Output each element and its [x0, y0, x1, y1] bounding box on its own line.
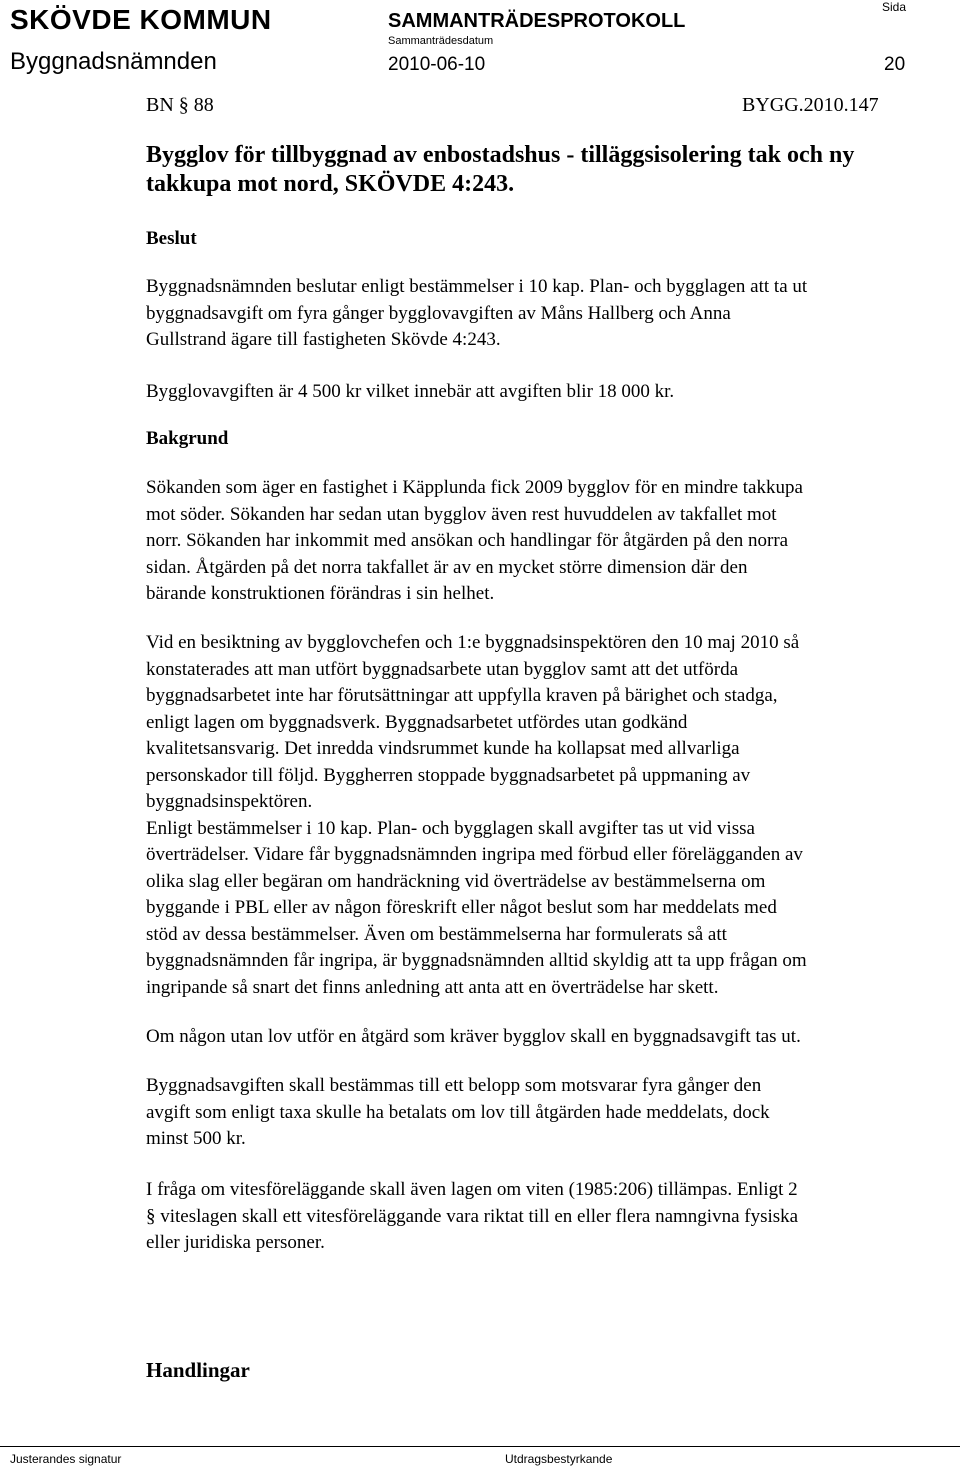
section-heading-handlingar: Handlingar [146, 1358, 250, 1382]
beslut-paragraph-2 [146, 379, 674, 406]
bakgrund-paragraph-5 [146, 1177, 798, 1257]
text-line: personskador till följd. Byggherren stoppade byggnadsarbetet på uppmaning av [146, 764, 751, 786]
text-line: Byggnadsnämnden beslutar enligt bestämmelser i 10 kap. Plan- och bygglagen att ta ut [146, 276, 808, 297]
case-title-line: takkupa mot nord, SKÖVDE 4:243. [146, 171, 515, 197]
text-line: överträdelser. Vidare får byggnadsnämnden ingripa med förbud eller förelägganden av [146, 844, 803, 865]
text-line: byggnadsarbetet inte har förutsättningar att uppfylla kraven på bärighet och stadga, [146, 685, 778, 706]
text-line: byggnadsinspektören. [146, 791, 313, 812]
page-number: 20 [884, 54, 906, 75]
text-line: Sökanden som äger en fastighet i Käpplunda fick 2009 bygglov för en mindre takkupa [146, 477, 803, 498]
text-line: byggnadsnämnden får ingripa, är byggnadsnämnden alltid skyldig att ta upp frågan om [146, 950, 807, 971]
extract-certification-label: Utdragsbestyrkande [505, 1452, 613, 1466]
text-line: Byggnadsavgiften skall bestämmas till ett belopp som motsvarar fyra gånger den [146, 1075, 762, 1096]
text-line: bärande konstruktionen förändras i sin helhet. [146, 583, 495, 604]
footer-divider [0, 1446, 960, 1447]
beslut-paragraph-1 [146, 274, 807, 354]
document-type: SAMMANTRÄDESPROTOKOLL [388, 10, 686, 32]
case-number: BN § 88 [146, 94, 214, 116]
text-line: Bygglovavgiften är 4 500 kr vilket innebär att avgiften blir 18 000 kr. [146, 381, 675, 402]
case-title-line: Bygglov för tillbyggnad av enbostadshus - tilläggsisolering tak och ny [146, 142, 855, 168]
meeting-date: 2010-06-10 [388, 54, 486, 75]
text-line: avgift som enligt taxa skulle ha betalats om lov till åtgärden hade meddelats, dock [146, 1101, 770, 1123]
case-reference: BYGG.2010.147 [742, 94, 879, 116]
section-heading-beslut: Beslut [146, 228, 197, 249]
text-line: norr. Sökanden har inkommit med ansökan och handlingar för åtgärden på den norra [146, 530, 789, 551]
text-line: minst 500 kr. [146, 1128, 246, 1149]
bakgrund-paragraph-3 [146, 1024, 801, 1051]
page-label: Sida [882, 0, 907, 14]
text-line: § viteslagen skall ett vitesföreläggande vara riktat till en eller flera namngivna fysiska [146, 1205, 799, 1227]
text-line: ingripande så snart det finns anledning att anta att en överträdelse har skett. [146, 976, 719, 998]
bakgrund-paragraph-4 [146, 1073, 770, 1153]
meeting-date-label: Sammanträdesdatum [388, 35, 494, 47]
text-line: byggande i PBL eller av någon föreskrift eller något beslut som har meddelats med [146, 897, 777, 918]
text-line: mot söder. Sökanden har sedan utan bygglov även rest huvuddelen av takfallet mot [146, 503, 777, 525]
text-line: konstaterades att man utfört byggnadsarbete utan bygglov samt att det utförda [146, 658, 738, 680]
text-line: kvalitetsansvarig. Det inredda vindsrummet kunde ha kollapsat med allvarliga [146, 738, 740, 759]
text-line: byggnadsavgift om fyra gånger bygglovavgiften av Måns Hallberg och Anna [146, 302, 731, 324]
signature-label: Justerandes signatur [10, 1452, 122, 1466]
section-heading-bakgrund: Bakgrund [146, 428, 229, 449]
committee-name: Byggnadsnämnden [10, 48, 217, 75]
text-line: enligt lagen om byggnadsverk. Byggnadsarbetet utfördes utan godkänd [146, 711, 688, 733]
bakgrund-paragraph-1 [146, 475, 803, 608]
text-line: sidan. Åtgärden på det norra takfallet är av en mycket större dimension där den [146, 556, 748, 578]
text-line: Gullstrand ägare till fastigheten Skövde 4:243. [146, 329, 501, 350]
text-line: Om någon utan lov utför en åtgärd som kräver bygglov skall en byggnadsavgift tas ut. [146, 1026, 801, 1047]
text-line: olika slag eller begäran om handräckning vid överträdelse av bestämmelserna om [146, 870, 766, 892]
text-line: Vid en besiktning av bygglovchefen och 1:e byggnadsinspektören den 10 maj 2010 så [146, 632, 800, 653]
text-line: eller juridiska personer. [146, 1232, 325, 1253]
text-line: stöd av dessa bestämmelser. Även om bestämmelserna har formulerats så att [146, 923, 727, 945]
text-line: I fråga om vitesföreläggande skall även lagen om viten (1985:206) tillämpas. Enligt 2 [146, 1179, 798, 1200]
bakgrund-paragraph-2 [146, 630, 807, 1001]
case-title [146, 141, 854, 199]
municipality-logo: SKÖVDE KOMMUN [10, 4, 272, 35]
text-line: Enligt bestämmelser i 10 kap. Plan- och bygglagen skall avgifter tas ut vid vissa [146, 817, 755, 839]
